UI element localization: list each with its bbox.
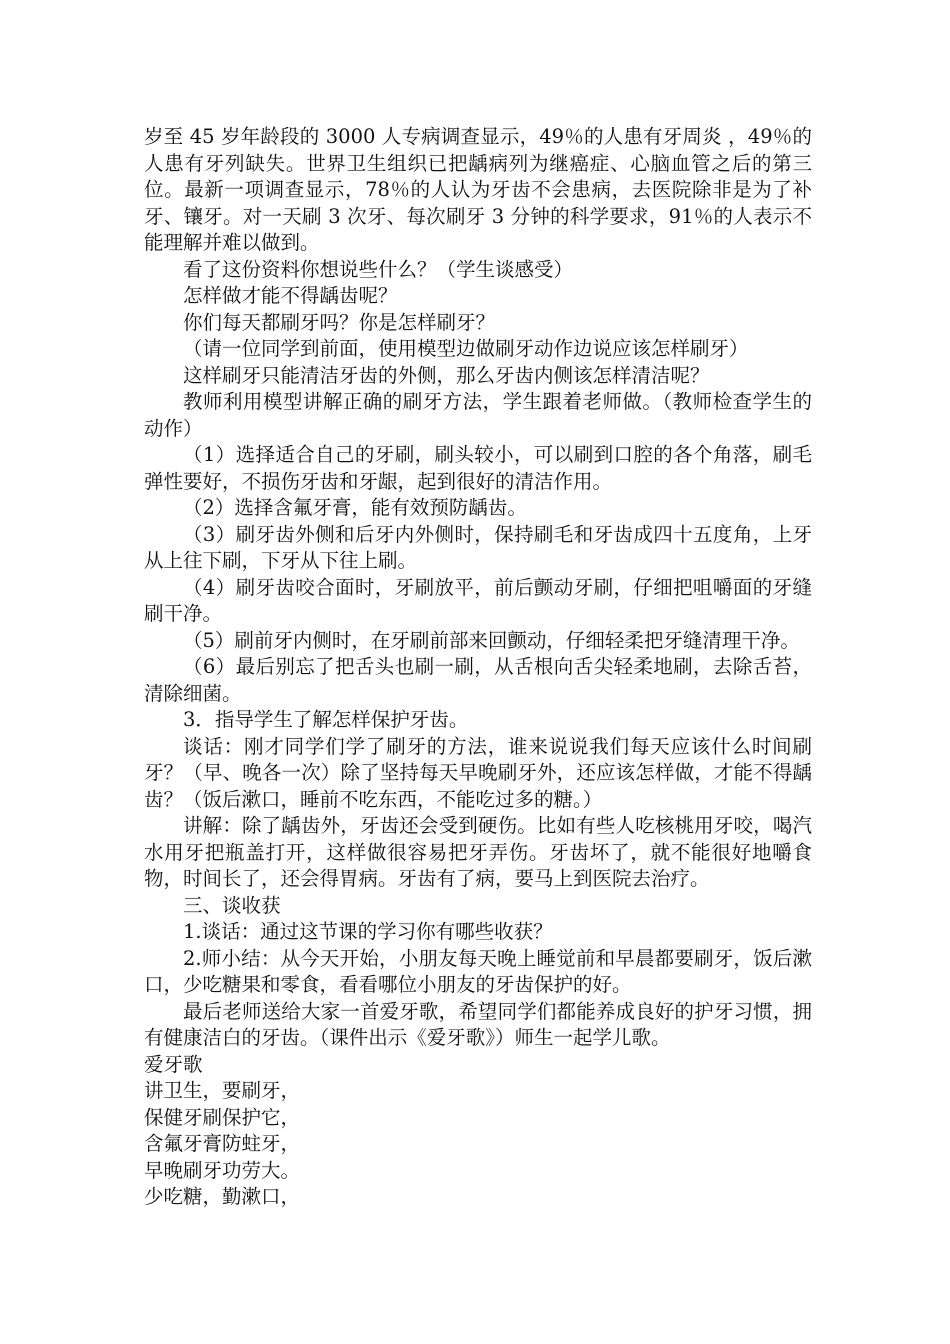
poem-line: 保健牙刷保护它， <box>144 1105 301 1129</box>
paragraph-explain-injury: 讲解：除了龋齿外，牙齿还会受到硬伤。比如有些人吃核桃用牙咬，喝汽水用牙把瓶盖打开，这样做很容易把牙弄伤。牙齿坏了，就不能很好地嚼食物，时间长了，还会得胃病。牙齿有了病，要马上到医院去治疗。 <box>144 814 812 890</box>
poem-line: 讲卫生，要刷牙， <box>144 1079 301 1102</box>
paragraph-step-2: （2）选择含氟牙膏，能有效预防龋齿。 <box>183 496 527 519</box>
section-heading-gains: 三、谈收获 <box>183 893 281 917</box>
document-body <box>144 124 812 1211</box>
paragraph-song-intro: 最后老师送给大家一首爱牙歌，希望同学们都能养成良好的护牙习惯，拥有健康洁白的牙齿。（课件出示《爱牙歌》）师生一起学儿歌。 <box>144 999 812 1049</box>
poem-line: 少吃糖，勤漱口， <box>144 1185 301 1208</box>
paragraph-step-3: （3）刷牙齿外侧和后牙内外侧时，保持刷毛和牙齿成四十五度角，上牙从上往下刷，下牙从下往上刷。 <box>144 522 812 572</box>
paragraph-step-6: （6）最后别忘了把舌头也刷一刷，从舌根向舌尖轻柔地刷，去除舌苔，清除细菌。 <box>144 655 812 705</box>
paragraph-teacher-summary: 2.师小结：从今天开始，小朋友每天晚上睡觉前和早晨都要刷牙，饭后漱口，少吃糖果和零食，看看哪位小朋友的牙齿保护的好。 <box>144 946 812 996</box>
paragraph-student-demo: （请一位同学到前面，使用模型边做刷牙动作边说应该怎样刷牙） <box>183 337 749 360</box>
paragraph-talk-gains: 1.谈话：通过这节课的学习你有哪些收获？ <box>183 920 553 943</box>
paragraph-question-avoid-caries: 怎样做才能不得龋齿呢？ <box>183 284 398 307</box>
poem-line: 早晚刷牙功劳大。 <box>144 1158 301 1182</box>
section-heading-protect-teeth: 3．指导学生了解怎样保护牙齿。 <box>183 708 469 731</box>
poem-title: 爱牙歌 <box>144 1052 203 1076</box>
paragraph-step-5: （5）刷前牙内侧时，在牙刷前部来回颤动，仔细轻柔把牙缝清理干净。 <box>183 628 800 652</box>
paragraph-question-brushing: 你们每天都刷牙吗？你是怎样刷牙？ <box>183 310 496 334</box>
poem-line: 含氟牙膏防蛀牙， <box>144 1132 301 1155</box>
paragraph-step-4: （4）刷牙齿咬合面时，牙刷放平，前后颤动牙刷，仔细把咀嚼面的牙缝刷干净。 <box>144 575 812 625</box>
paragraph-step-1: （1）选择适合自己的牙刷，刷头较小，可以刷到口腔的各个角落，刷毛弹性要好，不损伤牙齿和牙龈，起到很好的清洁作用。 <box>144 443 812 493</box>
paragraph-question-feelings: 看了这份资料你想说些什么？（学生谈感受） <box>183 257 574 281</box>
paragraph-inner-side-question: 这样刷牙只能清洁牙齿的外侧，那么牙齿内侧该怎样清洁呢？ <box>183 363 710 387</box>
paragraph-talk-brushing-time: 谈话：刚才同学们学了刷牙的方法，谁来说说我们每天应该什么时间刷牙？（早、晚各一次）除了坚持每天早晚刷牙外，还应该怎样做，才能不得龋齿？（饭后漱口，睡前不吃东西，不能吃过多的糖。） <box>144 734 812 811</box>
paragraph-teacher-model: 教师利用模型讲解正确的刷牙方法，学生跟着老师做。（教师检查学生的动作） <box>144 390 812 440</box>
paragraph-survey-data: 岁至 45 岁年龄段的 3000 人专病调查显示，49％的人患有牙周炎 ，49％的人患有牙列缺失。世界卫生组织已把龋病列为继癌症、心脑血管之后的第三位。最新一项调查显示，78％的人认为牙齿不会患病，去医院除非是为了补牙、镶牙。对一天刷 3 次牙、每次刷牙 3 分钟的科学要求，91％的人表示不能理解并难以做到。 <box>144 125 812 254</box>
